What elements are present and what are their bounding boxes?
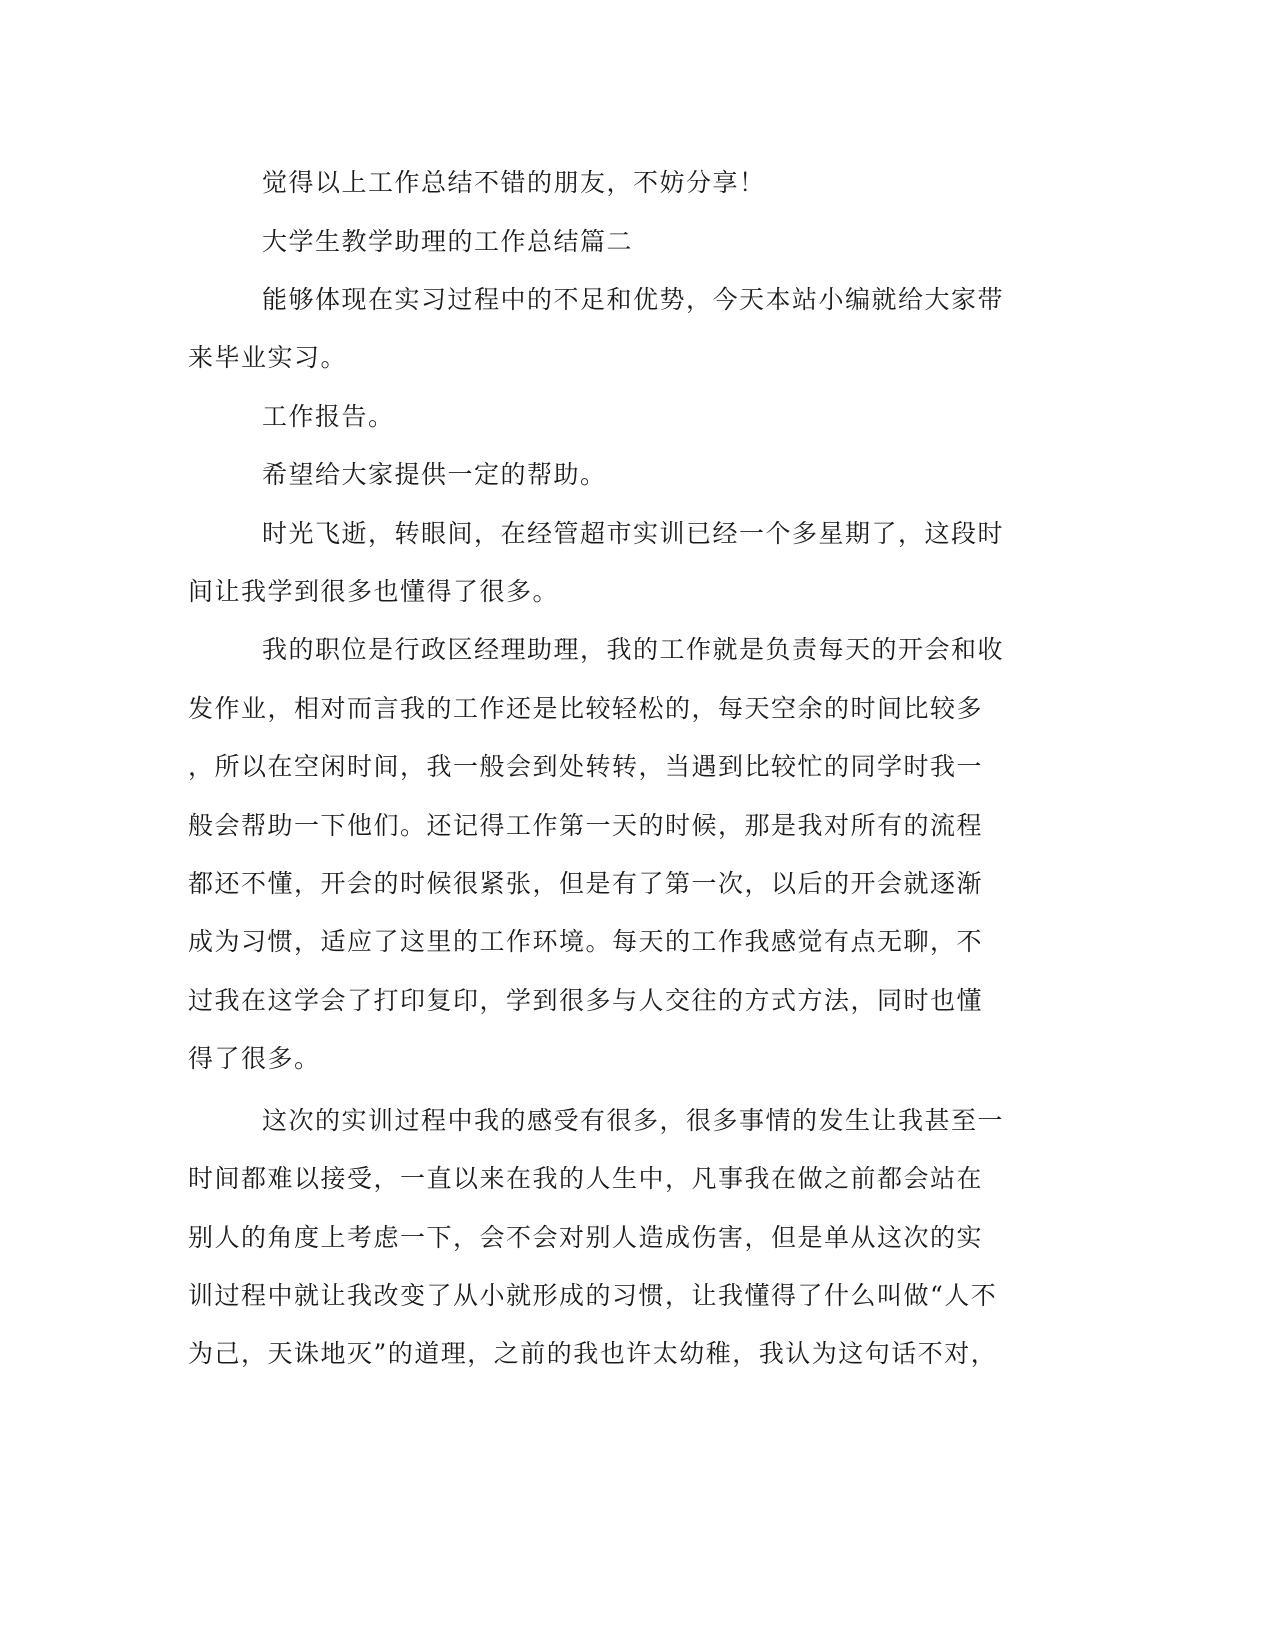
- text-line: 成为习惯，适应了这里的工作环境。每天的工作我感觉有点无聊，不: [188, 927, 984, 956]
- text-line: 工作报告。: [262, 402, 395, 431]
- text-line: 我的职位是行政区经理助理，我的工作就是负责每天的开会和收: [262, 635, 1005, 664]
- text-line: ，所以在空闲时间，我一般会到处转转，当遇到比较忙的同学时我一: [188, 752, 984, 781]
- text-line: 希望给大家提供一定的帮助。: [262, 460, 607, 489]
- text-line: 间让我学到很多也懂得了很多。: [188, 577, 560, 606]
- text-line: 别人的角度上考虑一下，会不会对别人造成伤害，但是单从这次的实: [188, 1223, 984, 1252]
- text-line: 觉得以上工作总结不错的朋友，不妨分享！: [262, 168, 766, 197]
- section-heading: 大学生教学助理的工作总结篇二: [262, 227, 634, 256]
- text-line: 都还不懂，开会的时候很紧张，但是有了第一次，以后的开会就逐渐: [188, 869, 984, 898]
- text-line: 为己，天诛地灭”的道理，之前的我也许太幼稚，我认为这句话不对，: [188, 1339, 998, 1368]
- text-line: 这次的实训过程中我的感受有很多，很多事情的发生让我甚至一: [262, 1106, 1005, 1135]
- text-line: 过我在这学会了打印复印，学到很多与人交往的方式方法，同时也懂: [188, 986, 984, 1015]
- text-line: 发作业，相对而言我的工作还是比较轻松的，每天空余的时间比较多: [188, 694, 984, 723]
- text-line: 来毕业实习。: [188, 343, 348, 372]
- text-line: 般会帮助一下他们。还记得工作第一天的时候，那是我对所有的流程: [188, 811, 984, 840]
- text-line: 时间都难以接受，一直以来在我的人生中，凡事我在做之前都会站在: [188, 1164, 984, 1193]
- text-line: 时光飞逝，转眼间，在经管超市实训已经一个多星期了，这段时: [262, 519, 1005, 548]
- text-line: 能够体现在实习过程中的不足和优势，今天本站小编就给大家带: [262, 285, 1005, 314]
- text-line: 训过程中就让我改变了从小就形成的习惯，让我懂得了什么叫做“人不: [188, 1281, 998, 1310]
- text-line: 得了很多。: [188, 1044, 321, 1073]
